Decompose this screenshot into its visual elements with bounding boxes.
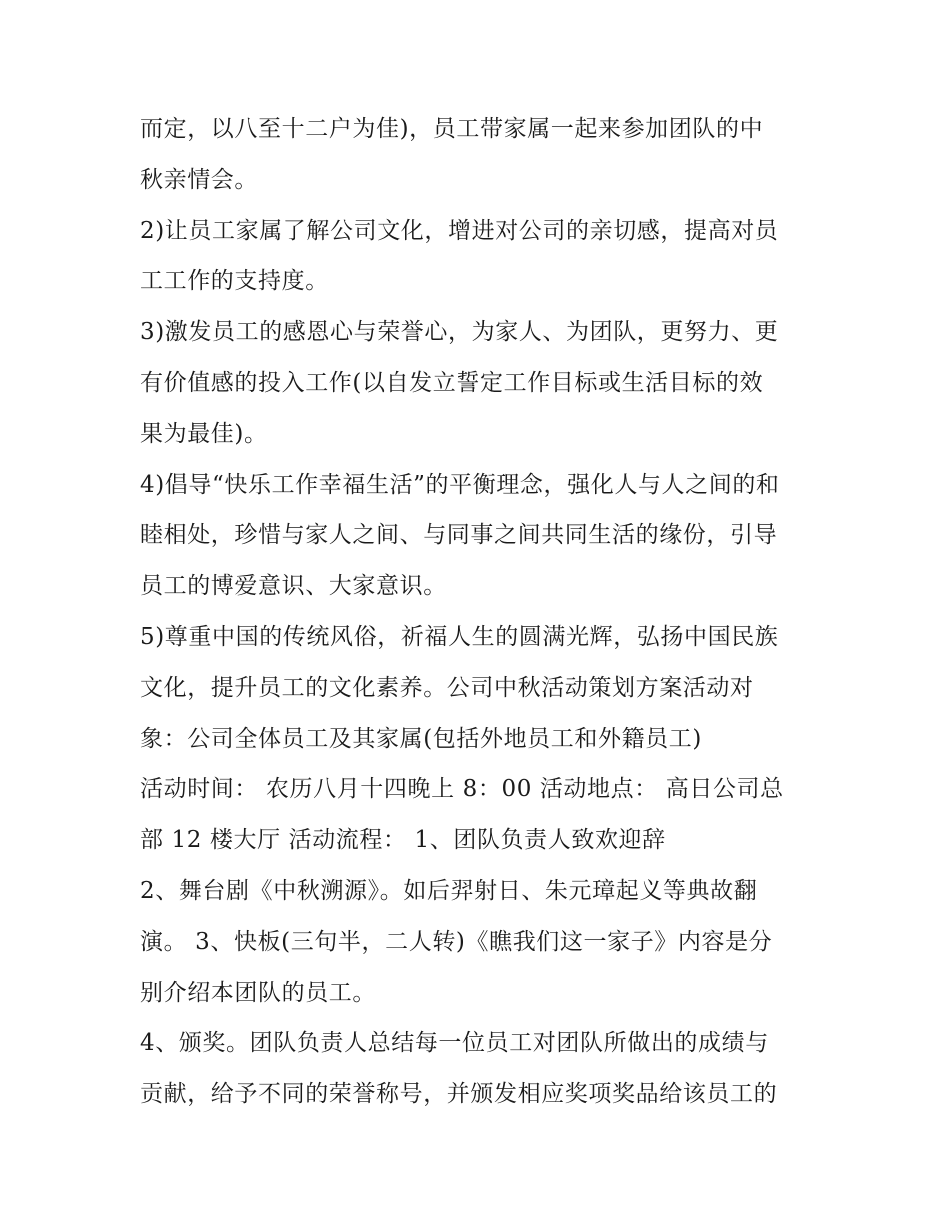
text-line: 别介绍本团队的员工。 xyxy=(140,979,376,1006)
text-line: 而定，以八至十二户为佳)，员工带家属一起来参加团队的中 xyxy=(140,116,764,142)
text-line: 工工作的支持度。 xyxy=(140,268,329,295)
text-line: 有价值感的投入工作(以自发立誓定工作目标或生活目标的效 xyxy=(140,369,764,396)
text-line: 象：公司全体员工及其家属(包括外地员工和外籍员工) xyxy=(140,725,702,752)
text-line: 5)尊重中国的传统风俗，祈福人生的圆满光辉，弘扬中国民族 xyxy=(140,623,779,650)
text-line: 2)让员工家属了解公司文化，增进对公司的亲切感，提高对员 xyxy=(140,217,779,244)
text-line: 文化，提升员工的文化素养。公司中秋活动策划方案活动对 xyxy=(140,674,754,701)
text-line: 贡献，给予不同的荣誉称号，并颁发相应奖项奖品给该员工的 xyxy=(140,1081,778,1108)
text-line: 4)倡导“快乐工作幸福生活”的平衡理念，强化人与人之间的和 xyxy=(140,471,780,498)
text-line: 演。 3、快板(三句半，二人转)《瞧我们这一家子》内容是分 xyxy=(140,928,773,955)
document-body xyxy=(140,104,820,1120)
text-line: 活动时间： 农历八月十四晚上 8：00 活动地点： 高日公司总 xyxy=(140,776,784,803)
text-line: 部 12 楼大厅 活动流程： 1、团队负责人致欢迎辞 xyxy=(140,827,666,854)
text-line: 员工的博爱意识、大家意识。 xyxy=(140,573,447,600)
text-line: 3)激发员工的感恩心与荣誉心，为家人、为团队，更努力、更 xyxy=(140,319,779,346)
text-line: 2、舞台剧《中秋溯源》。如后羿射日、朱元璋起义等典故翻 xyxy=(140,877,758,904)
text-line: 睦相处，珍惜与家人之间、与同事之间共同生活的缘份，引导 xyxy=(140,522,778,549)
text-line: 4、颁奖。团队负责人总结每一位员工对团队所做出的成绩与 xyxy=(140,1030,769,1057)
text-line: 秋亲情会。 xyxy=(140,166,258,193)
text-line: 果为最佳)。 xyxy=(140,420,268,447)
